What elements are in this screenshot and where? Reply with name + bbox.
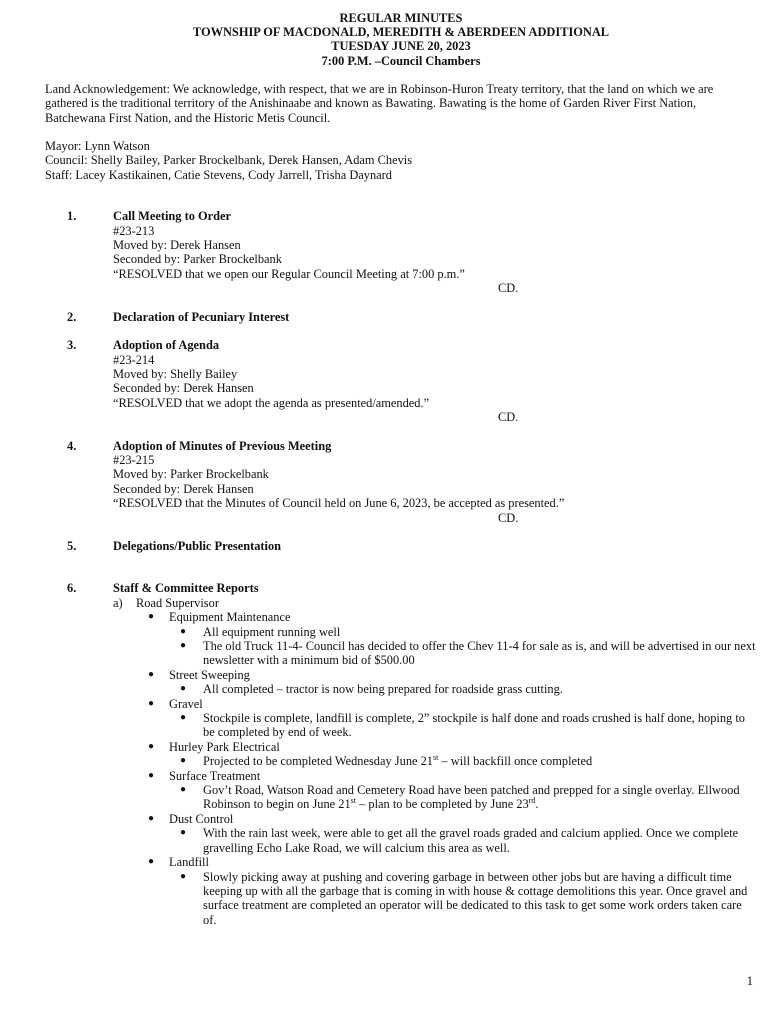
bullet-icon: ● — [148, 769, 155, 781]
moved-by: Moved by: Shelly Bailey — [113, 366, 238, 381]
council-line: Council: Shelly Bailey, Parker Brockelbank, Derek Hansen, Adam Chevis — [45, 153, 413, 168]
mayor-line: Mayor: Lynn Watson — [45, 139, 150, 154]
subsection-title: Road Supervisor — [136, 595, 219, 610]
resolution-number: #23-215 — [113, 452, 155, 467]
topic-label: Hurley Park Electrical — [169, 739, 280, 754]
section-title: Adoption of Agenda — [113, 338, 220, 353]
detail-text: All completed – tractor is now being prepared for roadside grass cutting. — [203, 682, 563, 697]
bullet-icon: ● — [180, 827, 187, 839]
section-adoption-of-minutes — [45, 439, 757, 525]
bullet-icon: ● — [180, 625, 187, 637]
section-call-to-order — [45, 209, 757, 295]
staff-line: Staff: Lacey Kastikainen, Catie Stevens, Cody Jarrell, Trisha Daynard — [45, 167, 392, 182]
bullet-icon: ● — [148, 611, 155, 623]
moved-by: Moved by: Derek Hansen — [113, 238, 241, 253]
moved-by: Moved by: Parker Brockelbank — [113, 467, 269, 482]
section-number: 5. — [67, 538, 77, 553]
topic-label: Street Sweeping — [169, 667, 250, 682]
subsection-road-supervisor — [113, 596, 757, 610]
topic-detail-item — [180, 783, 757, 812]
detail-text: Stockpile is complete, landfill is complete, 2” stockpile is half done and roads crushed is half done, hoping to be completed by end of week. — [203, 711, 745, 740]
topic-detail-item — [180, 711, 757, 740]
section-number: 2. — [67, 309, 77, 324]
topic-detail-list — [169, 625, 757, 668]
header-date: TUESDAY JUNE 20, 2023 — [331, 39, 471, 54]
topic-detail-list — [169, 682, 757, 696]
topic-detail-item — [180, 826, 757, 855]
report-topic — [148, 855, 757, 927]
report-topic — [148, 667, 757, 697]
bullet-icon: ● — [148, 740, 155, 752]
topic-label: Gravel — [169, 696, 203, 711]
bullet-icon: ● — [180, 640, 187, 651]
report-topic — [148, 610, 757, 668]
topic-detail-list — [169, 783, 757, 812]
bullet-icon: ● — [148, 697, 155, 709]
topic-label: Dust Control — [169, 811, 234, 826]
bullet-icon: ● — [180, 784, 187, 796]
topic-detail-item — [180, 869, 757, 928]
report-topic-list — [113, 610, 757, 927]
resolution-number: #23-214 — [113, 352, 155, 367]
topic-detail-list — [169, 826, 757, 855]
bullet-icon: ● — [148, 812, 155, 824]
page-number: 1 — [746, 974, 753, 988]
report-topic — [148, 811, 757, 855]
header-title: REGULAR MINUTES — [339, 11, 463, 25]
topic-detail-item — [180, 682, 757, 697]
seconded-by: Seconded by: Derek Hansen — [113, 481, 254, 496]
report-topic — [148, 696, 757, 740]
document-header — [45, 11, 757, 68]
bullet-icon: ● — [180, 870, 187, 882]
resolution-text: “RESOLVED that we open our Regular Council Meeting at 7:00 p.m.” — [113, 266, 465, 281]
detail-text: Projected to be completed Wednesday June 21st – will backfill once completed — [203, 753, 593, 769]
carried-mark: CD. — [498, 510, 519, 525]
detail-text: All equipment running well — [203, 624, 341, 639]
topic-label: Landfill — [169, 855, 209, 870]
section-delegations — [45, 539, 757, 553]
bullet-icon: ● — [148, 668, 155, 680]
report-topic — [148, 768, 757, 812]
detail-text: Gov’t Road, Watson Road and Cemetery Road have been patched and prepped for a single overlay. Ellwood Robinson to begin on June 21st – plan to be completed by June 23rd. — [203, 783, 740, 812]
topic-detail-item — [180, 624, 757, 639]
topic-detail-list — [169, 754, 757, 768]
topic-label: Equipment Maintenance — [169, 610, 291, 625]
section-title: Declaration of Pecuniary Interest — [113, 309, 290, 324]
subsection-letter: a) — [113, 595, 123, 610]
section-pecuniary-interest — [45, 310, 757, 324]
section-number: 6. — [67, 581, 77, 596]
resolution-number: #23-213 — [113, 223, 155, 238]
section-title: Staff & Committee Reports — [113, 581, 259, 596]
land-acknowledgement: Land Acknowledgement: We acknowledge, with respect, that we are in Robinson-Huron Treaty territory, that the land on which we are gathered is the traditional territory of the Anishinaabe and known as Bawating. Bawating is the home of Garden River First Nation, Batchewana First Nation, and the Historic Metis Council. — [45, 81, 714, 125]
detail-text: With the rain last week, were able to get all the gravel roads graded and calcium applied. Once we complete gravelling Echo Lake Road, we will calcium this area as well. — [203, 826, 739, 855]
header-township: TOWNSHIP OF MACDONALD, MEREDITH & ABERDEEN ADDITIONAL — [192, 25, 610, 40]
detail-text: The old Truck 11-4- Council has decided to offer the Chev 11-4 for sale as is, and will be advertised in our next newsletter with a minimum bid of $500.00 — [203, 639, 756, 668]
section-title: Delegations/Public Presentation — [113, 538, 282, 553]
report-topic — [148, 739, 757, 769]
topic-detail-item — [180, 753, 757, 769]
attendees — [45, 139, 757, 182]
detail-text: Slowly picking away at pushing and covering garbage in between other jobs but are having a difficult time keeping up with all the garbage that is coming in with house & cottage demolitions this year. Once gravel and surface treatment are completed an operator will be dedicated to this task to get some work orders taken care of. — [203, 869, 748, 927]
bullet-icon: ● — [148, 856, 155, 868]
topic-detail-item — [180, 639, 757, 668]
section-number: 3. — [67, 338, 77, 353]
section-adoption-of-agenda — [45, 338, 757, 424]
seconded-by: Seconded by: Derek Hansen — [113, 381, 254, 396]
topic-detail-list — [169, 711, 757, 740]
carried-mark: CD. — [498, 281, 519, 296]
header-time-location: 7:00 P.M. –Council Chambers — [321, 53, 481, 68]
minutes-page — [45, 11, 757, 927]
section-number: 4. — [67, 438, 77, 453]
section-number: 1. — [67, 209, 77, 224]
resolution-text: “RESOLVED that we adopt the agenda as presented/amended.” — [113, 395, 430, 410]
bullet-icon: ● — [180, 755, 187, 767]
carried-mark: CD. — [498, 410, 519, 425]
seconded-by: Seconded by: Parker Brockelbank — [113, 252, 282, 267]
section-staff-reports — [45, 581, 757, 927]
topic-detail-list — [169, 870, 757, 928]
resolution-text: “RESOLVED that the Minutes of Council held on June 6, 2023, be accepted as presented.” — [113, 496, 565, 511]
section-title: Adoption of Minutes of Previous Meeting — [113, 438, 332, 453]
bullet-icon: ● — [180, 683, 187, 695]
bullet-icon: ● — [180, 712, 187, 724]
topic-label: Surface Treatment — [169, 768, 261, 783]
section-title: Call Meeting to Order — [113, 209, 232, 224]
